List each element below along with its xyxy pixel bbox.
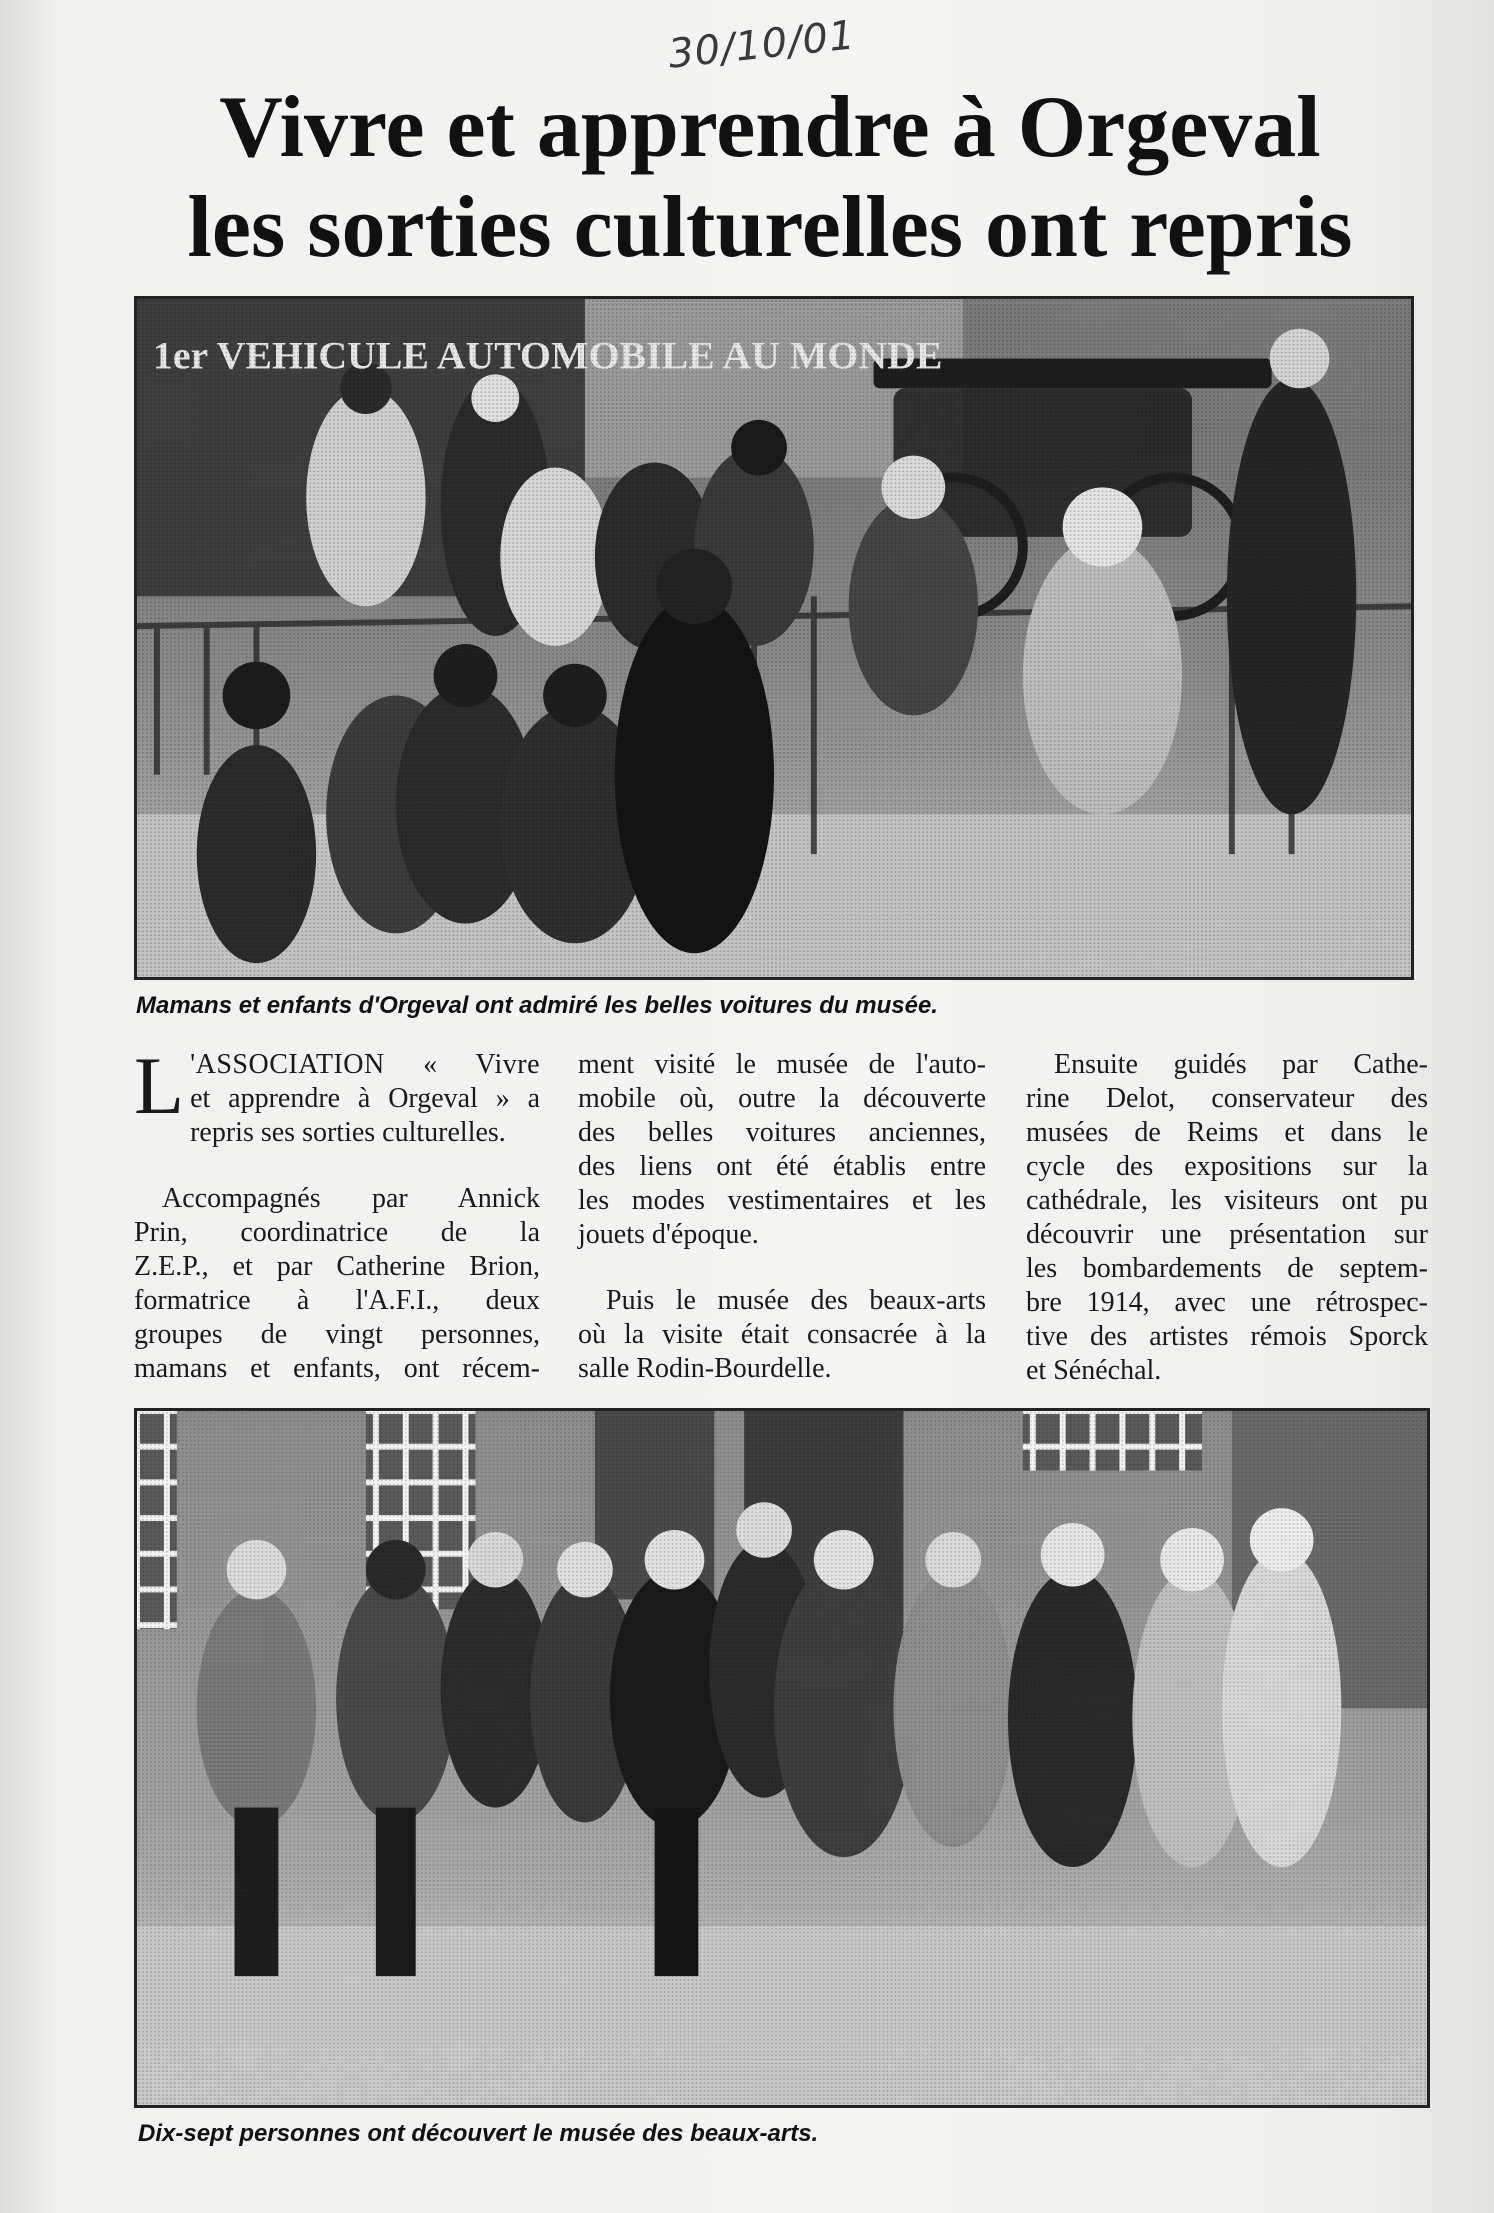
article-line: ment visité le musée de l'auto- — [578, 1049, 986, 1080]
article-line: Puis le musée des beaux-arts — [606, 1285, 986, 1316]
headline-line-1: Vivre et apprendre à Orgeval — [219, 79, 1321, 176]
article-line: les modes vestimentaires et les — [578, 1185, 986, 1216]
article-line: cathédrale, les visiteurs ont pu — [1026, 1185, 1428, 1216]
article-column-1 — [134, 1040, 540, 1418]
headline-line-2: les sorties culturelles ont repris — [187, 179, 1353, 276]
article-line: et apprendre à Orgeval » a — [190, 1083, 540, 1114]
dropcap: L — [134, 1040, 185, 1131]
article-line: Ensuite guidés par Cathe- — [1054, 1049, 1428, 1080]
article-line: cycle des expositions sur la — [1026, 1151, 1428, 1182]
article-line: mamans et enfants, ont récem- — [134, 1353, 540, 1384]
article-line: formatrice à l'A.F.I., deux — [134, 1285, 540, 1316]
article-line: jouets d'époque. — [578, 1219, 759, 1250]
article-line: Z.E.P., et par Catherine Brion, — [134, 1251, 540, 1282]
article-line: des liens ont été établis entre — [578, 1151, 986, 1182]
article-column-2 — [578, 1048, 986, 1418]
article-line: bre 1914, avec une rétrospec- — [1026, 1287, 1428, 1318]
article-line: Prin, coordinatrice de la — [134, 1217, 540, 1248]
article-column-3 — [1026, 1048, 1428, 1420]
article-line: et Sénéchal. — [1026, 1355, 1162, 1386]
article-line: où la visite était consacrée à la — [578, 1319, 986, 1350]
article-line: repris ses sorties culturelles. — [190, 1117, 506, 1148]
photo-caption-1: Mamans et enfants d'Orgeval ont admiré les belles voitures du musée. — [136, 992, 938, 1019]
photo-automobile-museum — [134, 296, 1414, 980]
article-line: salle Rodin-Bourdelle. — [578, 1353, 832, 1384]
photo-caption-2: Dix-sept personnes ont découvert le musée des beaux-arts. — [138, 2120, 819, 2147]
article-line: des belles voitures anciennes, — [578, 1117, 986, 1148]
headline — [120, 78, 1420, 278]
article-line: tive des artistes rémois Sporck — [1026, 1321, 1428, 1352]
article-line: découvrir une présentation sur — [1026, 1219, 1428, 1250]
article-line: mobile où, outre la découverte — [578, 1083, 986, 1114]
article-line: groupes de vingt personnes, — [134, 1319, 540, 1350]
article-line: Accompagnés par Annick — [162, 1183, 540, 1214]
article-line: musées de Reims et dans le — [1026, 1117, 1428, 1148]
article-line: rine Delot, conservateur des — [1026, 1083, 1428, 1114]
photo-fine-arts-museum — [134, 1408, 1430, 2108]
article-line: 'ASSOCIATION « Vivre — [190, 1049, 540, 1080]
article-line: les bombardements de septem- — [1026, 1253, 1428, 1284]
handwritten-date: 30/10/01 — [666, 12, 858, 78]
